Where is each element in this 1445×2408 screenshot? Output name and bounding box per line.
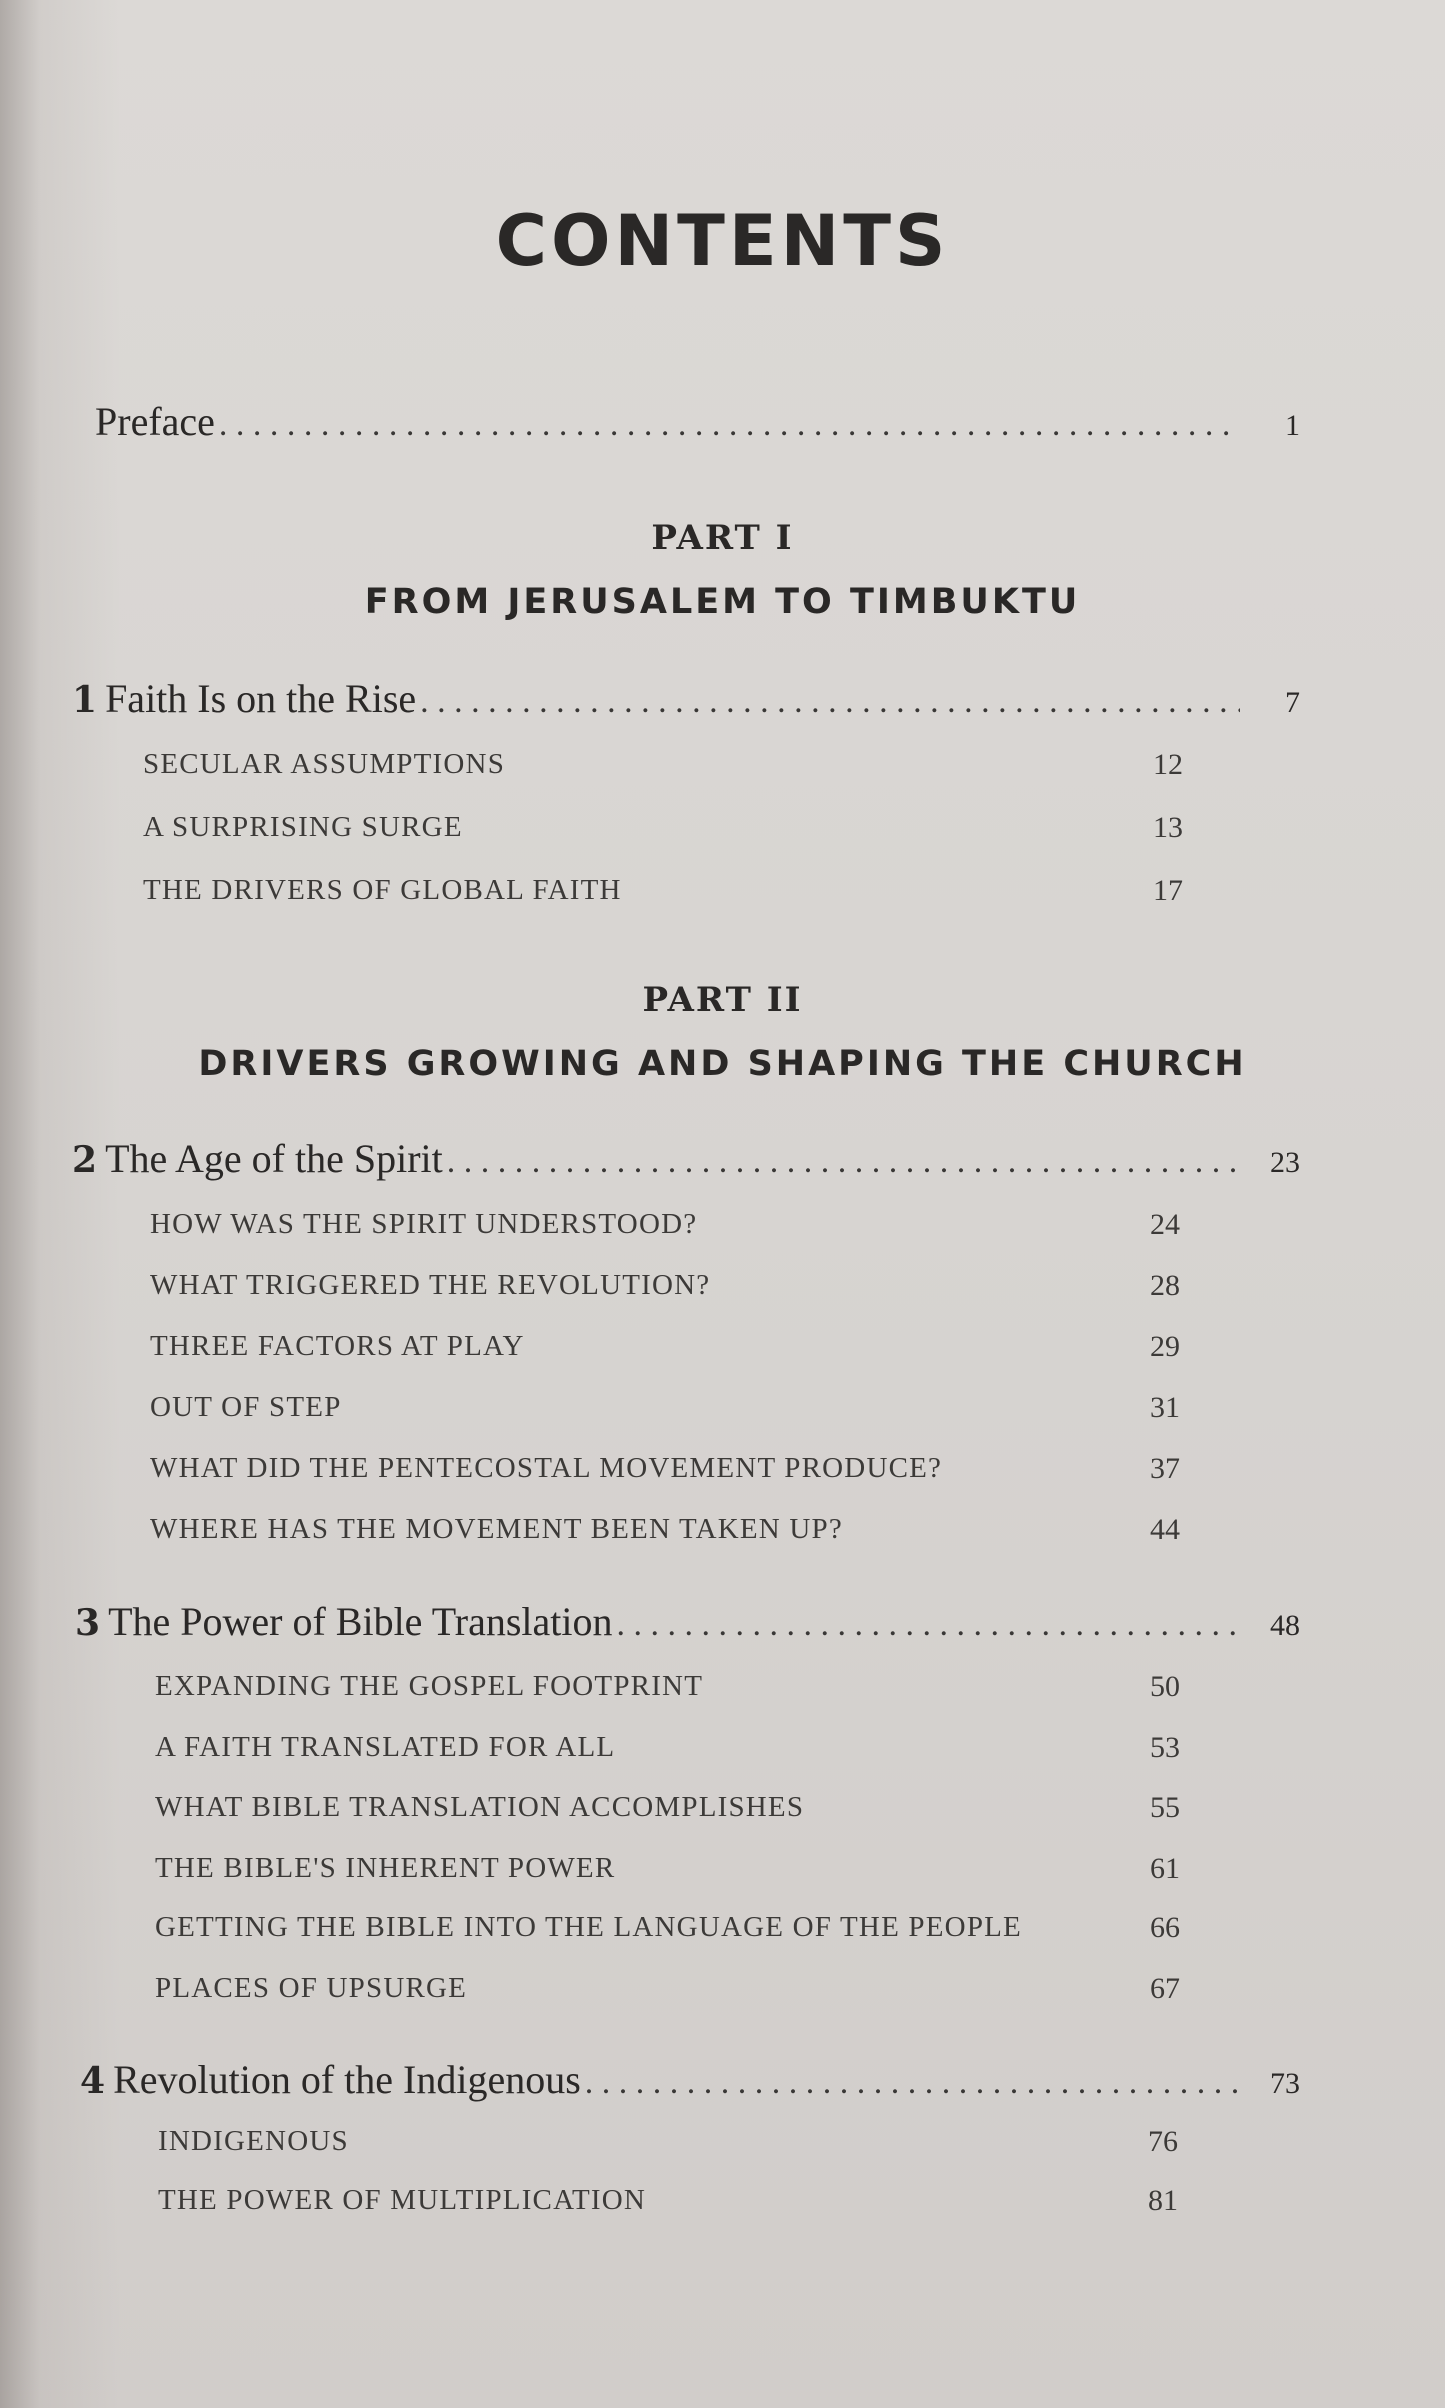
entry-page-number: 48	[1270, 1609, 1300, 1642]
section-title: THREE FACTORS AT PLAY	[150, 1330, 525, 1362]
entry-title: The Power of Bible Translation	[108, 1599, 613, 1644]
section-page-number: 12	[1153, 748, 1183, 781]
toc-entry-chapter-2[interactable]	[72, 1135, 1300, 1182]
toc-section[interactable]	[143, 748, 1183, 782]
toc-entry-chapter-3[interactable]	[75, 1598, 1300, 1645]
part-label: PART I	[651, 518, 794, 558]
section-title: PLACES OF UPSURGE	[155, 1972, 468, 2004]
toc-section[interactable]	[150, 1208, 1180, 1242]
section-title: THE POWER OF MULTIPLICATION	[158, 2184, 647, 2216]
section-title: THE BIBLE'S INHERENT POWER	[155, 1852, 616, 1884]
toc-section[interactable]	[155, 1911, 1180, 1945]
toc-entry-chapter-4[interactable]	[80, 2056, 1300, 2103]
section-page-number: 31	[1150, 1391, 1180, 1424]
toc-section[interactable]	[150, 1513, 1180, 1547]
section-title: A SURPRISING SURGE	[143, 811, 463, 843]
page-title: CONTENTS	[495, 200, 950, 282]
toc-section[interactable]	[155, 1791, 1180, 1825]
section-title: THE DRIVERS OF GLOBAL FAITH	[143, 874, 622, 906]
toc-section[interactable]	[155, 1731, 1180, 1765]
section-page-number: 55	[1150, 1791, 1180, 1824]
section-page-number: 50	[1150, 1670, 1180, 1703]
toc-section[interactable]	[150, 1391, 1180, 1425]
dot-leader	[447, 1143, 1240, 1181]
section-page-number: 61	[1150, 1852, 1180, 1885]
section-page-number: 29	[1150, 1330, 1180, 1363]
section-page-number: 67	[1150, 1972, 1180, 2005]
section-title: EXPANDING THE GOSPEL FOOTPRINT	[155, 1670, 704, 1702]
section-page-number: 13	[1153, 811, 1183, 844]
toc-section[interactable]	[155, 1670, 1180, 1704]
toc-section[interactable]	[150, 1452, 1180, 1486]
section-page-number: 17	[1153, 874, 1183, 907]
dot-leader	[585, 2064, 1240, 2102]
part-label: PART II	[642, 980, 803, 1020]
entry-page-number: 23	[1270, 1146, 1300, 1179]
part-title: DRIVERS GROWING AND SHAPING THE CHURCH	[198, 1044, 1247, 1084]
section-title: A FAITH TRANSLATED FOR ALL	[155, 1731, 616, 1763]
entry-page-number: 73	[1270, 2067, 1300, 2100]
dot-leader	[219, 406, 1240, 444]
section-title: GETTING THE BIBLE INTO THE LANGUAGE OF THE PEOPLE	[155, 1911, 1022, 1943]
section-page-number: 66	[1150, 1911, 1180, 1944]
part-title: FROM JERUSALEM TO TIMBUKTU	[364, 582, 1081, 622]
entry-page-number: 1	[1285, 409, 1300, 442]
entry-page-number: 7	[1285, 686, 1300, 719]
chapter-number: 1	[72, 679, 98, 721]
section-page-number: 28	[1150, 1269, 1180, 1302]
toc-section[interactable]	[150, 1269, 1180, 1303]
section-title: SECULAR ASSUMPTIONS	[143, 748, 506, 780]
section-title: WHAT DID THE PENTECOSTAL MOVEMENT PRODUCE?	[150, 1452, 943, 1484]
chapter-number: 4	[80, 2060, 106, 2102]
chapter-number: 2	[72, 1139, 98, 1181]
toc-section[interactable]	[155, 1852, 1180, 1886]
toc-entry-chapter-1[interactable]	[72, 675, 1300, 722]
entry-title: Preface	[95, 399, 215, 444]
toc-section[interactable]	[158, 2125, 1178, 2159]
toc-section[interactable]	[150, 1330, 1180, 1364]
section-title: HOW WAS THE SPIRIT UNDERSTOOD?	[150, 1208, 698, 1240]
entry-title: Revolution of the Indigenous	[113, 2057, 581, 2102]
toc-entry-preface[interactable]	[95, 398, 1300, 445]
section-title: INDIGENOUS	[158, 2125, 349, 2157]
toc-section[interactable]	[158, 2184, 1178, 2218]
dot-leader	[420, 683, 1240, 721]
section-page-number: 24	[1150, 1208, 1180, 1241]
section-title: WHERE HAS THE MOVEMENT BEEN TAKEN UP?	[150, 1513, 843, 1545]
dot-leader	[616, 1606, 1240, 1644]
section-page-number: 53	[1150, 1731, 1180, 1764]
toc-section[interactable]	[143, 811, 1183, 845]
chapter-number: 3	[75, 1602, 101, 1644]
section-page-number: 44	[1150, 1513, 1180, 1546]
section-page-number: 76	[1148, 2125, 1178, 2158]
section-title: WHAT TRIGGERED THE REVOLUTION?	[150, 1269, 711, 1301]
section-page-number: 37	[1150, 1452, 1180, 1485]
toc-section[interactable]	[155, 1972, 1180, 2006]
section-title: WHAT BIBLE TRANSLATION ACCOMPLISHES	[155, 1791, 805, 1823]
section-title: OUT OF STEP	[150, 1391, 342, 1423]
toc-section[interactable]	[143, 874, 1183, 908]
entry-title: The Age of the Spirit	[105, 1136, 443, 1181]
section-page-number: 81	[1148, 2184, 1178, 2217]
entry-title: Faith Is on the Rise	[105, 676, 417, 721]
